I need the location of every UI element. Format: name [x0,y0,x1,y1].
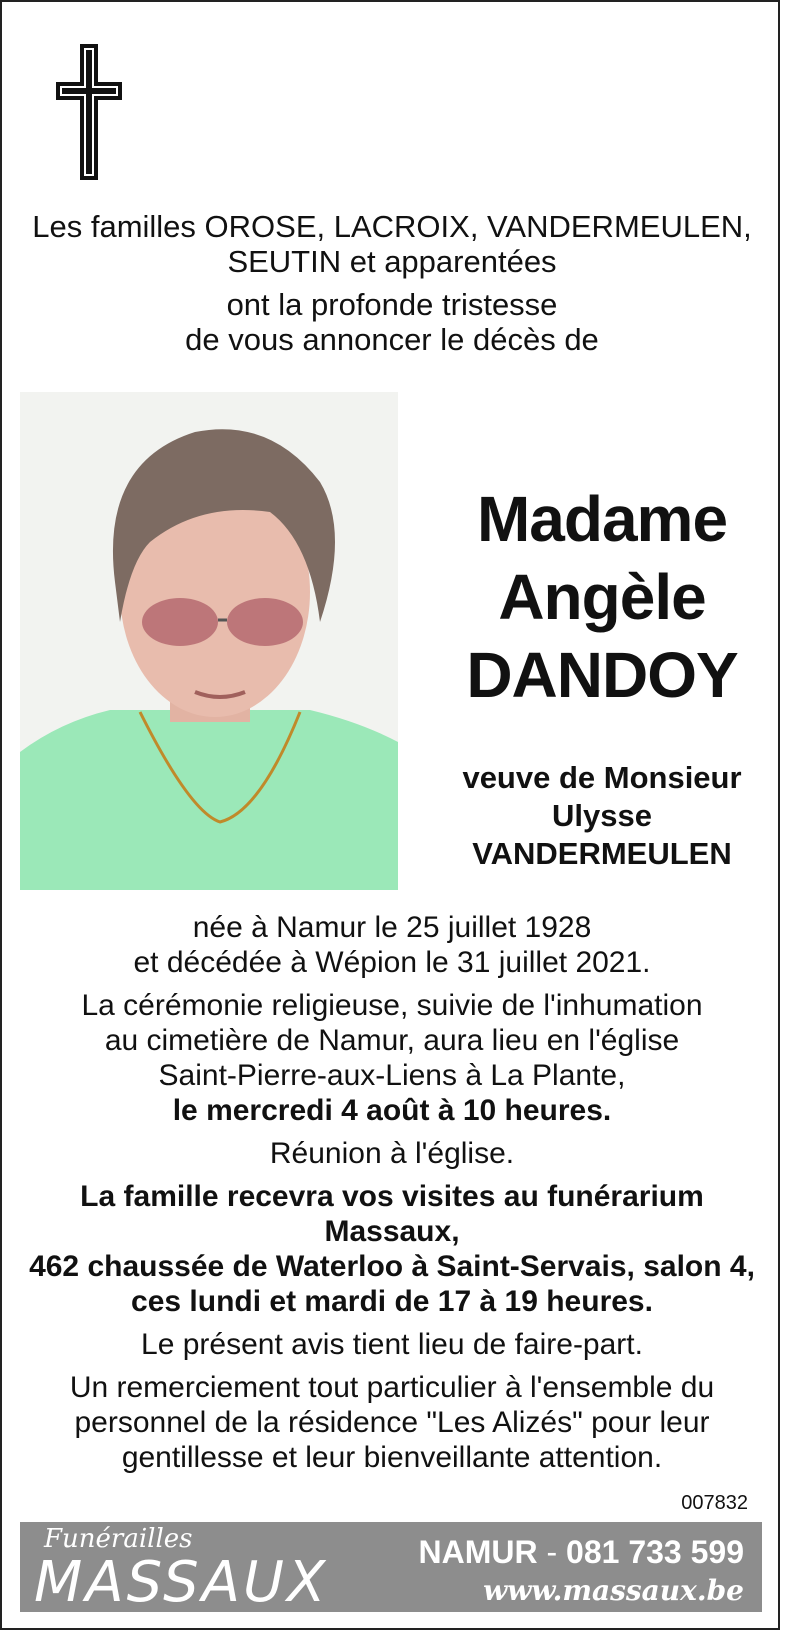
ceremony-line-2: au cimetière de Namur, aura lieu en l'église [104,1024,680,1057]
footer-script-label: Funérailles [44,1524,193,1554]
visits-line-1: La famille recevra vos visites au funérarium Massaux, [80,1180,704,1248]
footer-separator: - [537,1534,567,1570]
footer-brand-logo: MASSAUX [34,1550,329,1615]
widow-line-1: veuve de Monsieur [462,760,742,795]
intro-families-line-2: SEUTIN et apparentées [227,244,557,279]
birth-line: née à Namur le 25 juillet 1928 [192,911,592,944]
deceased-title: Madame [476,483,728,555]
thanks-line-2: personnel de la résidence "Les Alizés" pour leur [74,1406,710,1439]
ceremony-line-1: La cérémonie religieuse, suivie de l'inhumation [81,989,703,1022]
footer-phone[interactable]: 081 733 599 [566,1534,744,1570]
ceremony-date: le mercredi 4 août à 10 heures. [172,1094,612,1127]
notice-body [20,910,764,1475]
widow-line-2: Ulysse [552,798,652,833]
deceased-name [422,480,782,714]
widow-line-3: VANDERMEULEN [472,836,732,871]
notice-line: Le présent avis tient lieu de faire-part. [141,1328,643,1361]
ceremony-line-3: Saint-Pierre-aux-Liens à La Plante, [158,1059,626,1092]
intro-text [32,209,752,357]
intro-sadness-line: ont la profonde tristesse [226,287,558,322]
footer-website[interactable]: www.massaux.be [483,1574,744,1607]
cross-icon [54,42,124,182]
thanks-line-3: gentillesse et leur bienveillante attention. [121,1441,663,1474]
visits-line-2: 462 chaussée de Waterloo à Saint-Servais, salon 4, [29,1250,755,1283]
widow-of [422,759,782,873]
intro-families-line: Les familles OROSE, LACROIX, VANDERMEULEN, [32,209,752,244]
footer-contact [419,1534,744,1571]
footer-city: NAMUR [418,1534,538,1570]
deceased-last-name: DANDOY [466,639,738,711]
portrait-photo [20,392,398,890]
death-line: et décédée à Wépion le 31 juillet 2021. [133,946,651,979]
thanks-line-1: Un remerciement tout particulier à l'ensemble du [69,1371,715,1404]
visits-line-3: ces lundi et mardi de 17 à 19 heures. [131,1285,653,1318]
intro-announce-line: de vous annoncer le décès de [185,322,599,357]
reference-number: 007832 [681,1492,748,1514]
funeral-home-footer [20,1522,762,1615]
deceased-first-name: Angèle [498,561,706,633]
meeting-line: Réunion à l'église. [269,1137,515,1170]
